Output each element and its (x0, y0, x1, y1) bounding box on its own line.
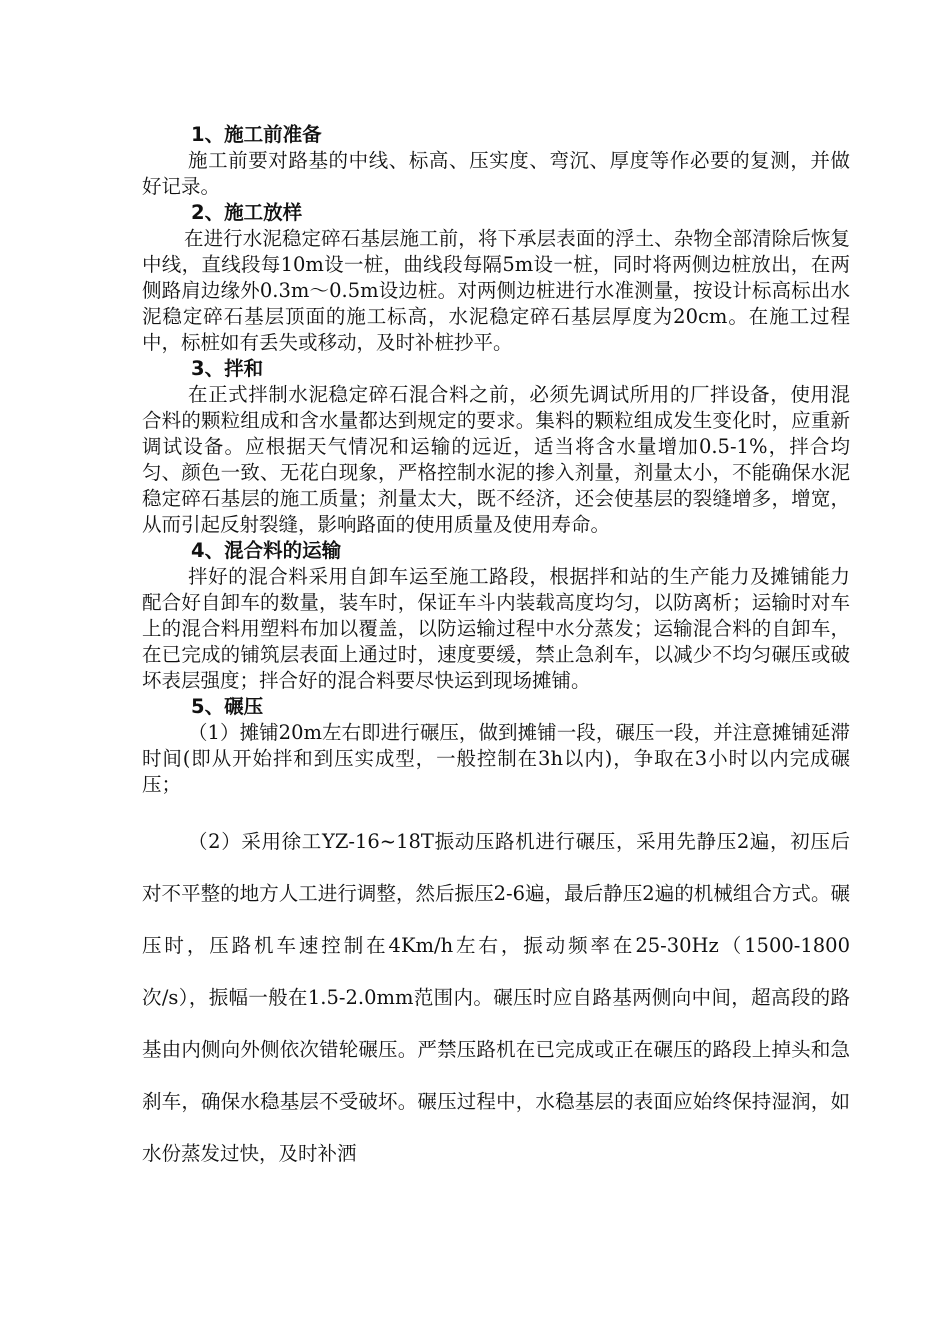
section-2-paragraph: 在进行水泥稳定碎石基层施工前，将下承层表面的浮土、杂物全部清除后恢复中线，直线段每10m设一桩，曲线段每隔5m设一桩，同时将两侧边桩放出，在两侧路肩边缘外0.3m～0.5m设边桩。对两侧边桩进行水准测量，按设计标高标出水泥稳定碎石基层顶面的施工标高，水泥稳定碎石基层厚度为20cm。在施工过程中，标桩如有丢失或移动，及时补桩抄平。 (142, 227, 850, 354)
section-3-paragraph: 在正式拌制水泥稳定碎石混合料之前，必须先调试所用的厂拌设备，使用混合料的颗粒组成和含水量都达到规定的要求。集料的颗粒组成发生变化时，应重新调试设备。应根据天气情况和运输的远近，适当将含水量增加0.5-1%，拌合均匀、颜色一致、无花白现象，严格控制水泥的掺入剂量，剂量太小，不能确保水泥稳定碎石基层的施工质量；剂量太大，既不经济，还会使基层的裂缝增多，增宽，从而引起反射裂缝，影响路面的使用质量及使用寿命。 (142, 383, 850, 536)
section-heading-4: 4、混合料的运输 (191, 539, 342, 562)
section-1-paragraph: 施工前要对路基的中线、标高、压实度、弯沉、厚度等作必要的复测，并做好记录。 (142, 149, 850, 198)
section-4-paragraph: 拌好的混合料采用自卸车运至施工路段，根据拌和站的生产能力及摊铺能力配合好自卸车的数量，装车时，保证车斗内装载高度均匀，以防离析；运输时对车上的混合料用塑料布加以覆盖，以防运输过程中水分蒸发；运输混合料的自卸车，在已完成的铺筑层表面上通过时，速度要缓，禁止急刹车，以减少不均匀碾压或破坏表层强度；拌合好的混合料要尽快运到现场摊铺。 (142, 565, 850, 692)
section-heading-5: 5、碾压 (191, 695, 264, 718)
section-heading-3: 3、拌和 (191, 357, 264, 380)
section-heading-1: 1、施工前准备 (191, 123, 322, 146)
document-body (142, 122, 850, 1180)
section-heading-2: 2、施工放样 (191, 201, 303, 224)
section-5-paragraph-2: （2）采用徐工YZ-16~18T振动压路机进行碾压，采用先静压2遍，初压后对不平整的地方人工进行调整，然后振压2-6遍，最后静压2遍的机械组合方式。碾压时，压路机车速控制在4Km/h左右，振动频率在25-30Hz（1500-1800次/s），振幅一般在1.5-2.0mm范围内。碾压时应自路基两侧向中间，超高段的路基由内侧向外侧依次错轮碾压。严禁压路机在已完成或正在碾压的路段上掉头和急刹车，确保水稳基层不受破坏。碾压过程中，水稳基层的表面应始终保持湿润，如水份蒸发过快，及时补洒 (142, 830, 850, 1165)
section-5-paragraph-1: （1）摊铺20m左右即进行碾压，做到摊铺一段，碾压一段，并注意摊铺延滞时间(即从开始拌和到压实成型，一般控制在3h以内)，争取在3小时以内完成碾压； (142, 721, 850, 796)
